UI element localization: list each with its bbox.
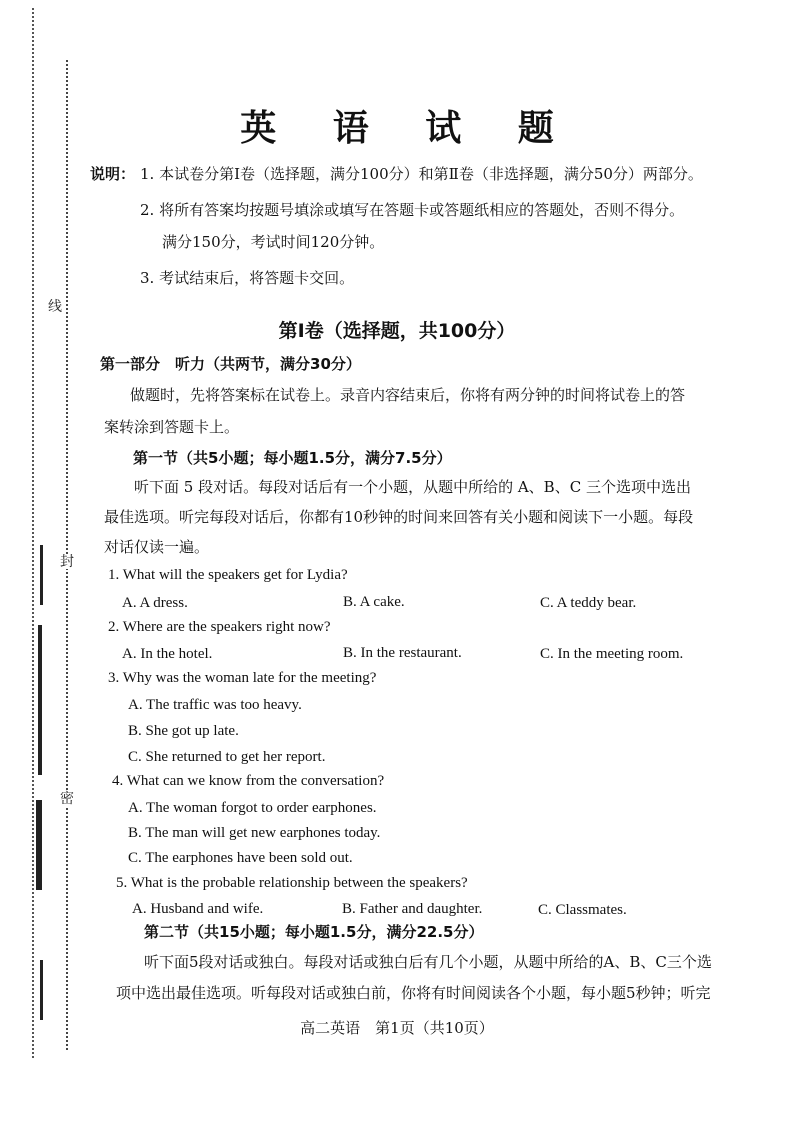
instruction-item-2-cont: 满分150分，考试时间120分钟。: [162, 233, 385, 251]
option-b: B. The man will get new earphones today.: [128, 825, 381, 841]
question-stem: 4. What can we know from the conversation?: [112, 773, 385, 789]
question-stem: 1. What will the speakers get for Lydia?: [108, 567, 348, 583]
margin-scan-mark: [40, 960, 43, 1020]
option-b: B. A cake.: [343, 594, 405, 610]
option-b: B. In the restaurant.: [343, 645, 462, 661]
option-a: A. The woman forgot to order earphones.: [128, 800, 377, 816]
question-stem: 5. What is the probable relationship between the speakers?: [116, 875, 468, 891]
question-stem: 2. Where are the speakers right now?: [108, 619, 331, 635]
instruction-item-2: 2. 将所有答案均按题号填涂或填写在答题卡或答题纸相应的答题处，否则不得分。: [140, 201, 685, 219]
option-a: A. Husband and wife.: [132, 901, 264, 917]
instruction-item-1: 1. 本试卷分第Ⅰ卷（选择题，满分100分）和第Ⅱ卷（非选择题，满分50分）两部分。: [140, 165, 703, 183]
part-1-heading: 第一部分 听力（共两节，满分30分）: [100, 355, 361, 373]
section-1-intro-cont: 对话仅读一遍。: [104, 538, 210, 556]
binding-mark-feng: 封: [60, 554, 74, 570]
option-c: C. Classmates.: [538, 902, 627, 918]
option-c: C. The earphones have been sold out.: [128, 850, 353, 866]
margin-scan-mark: [36, 800, 42, 890]
page-title: 英 语 试 题: [240, 108, 576, 149]
option-a: A. A dress.: [122, 595, 188, 611]
instruction-item-3: 3. 考试结束后，将答题卡交回。: [140, 269, 355, 287]
binding-dotted-line-outer: [32, 8, 34, 1058]
section-1-heading: 第一节（共5小题；每小题1.5分，满分7.5分）: [133, 449, 452, 467]
binding-mark-mi: 密: [60, 791, 74, 807]
section-2-heading: 第二节（共15小题；每小题1.5分，满分22.5分）: [144, 923, 484, 941]
question-stem: 3. Why was the woman late for the meeting?: [108, 670, 377, 686]
margin-scan-mark: [38, 625, 42, 775]
part-1-intro-cont: 案转涂到答题卡上。: [104, 418, 240, 436]
option-c: C. A teddy bear.: [540, 595, 637, 611]
page-footer: 高二英语 第1页（共10页）: [300, 1019, 494, 1037]
margin-scan-mark: [40, 545, 43, 605]
option-c: C. She returned to get her report.: [128, 749, 326, 765]
option-b: B. She got up late.: [128, 723, 239, 739]
section-2-intro: 听下面5段对话或独白。每段对话或独白后有几个小题，从题中所给的A、B、C三个选: [144, 953, 712, 971]
option-b: B. Father and daughter.: [342, 901, 483, 917]
option-c: C. In the meeting room.: [540, 646, 684, 662]
volume-1-heading: 第Ⅰ卷（选择题，共100分）: [278, 320, 516, 342]
instructions-label: 说明：: [90, 165, 136, 183]
option-a: A. In the hotel.: [122, 646, 213, 662]
section-1-intro-cont: 最佳选项。听完每段对话后，你都有10秒钟的时间来回答有关小题和阅读下一小题。每段: [104, 508, 694, 526]
option-a: A. The traffic was too heavy.: [128, 697, 302, 713]
section-1-intro: 听下面 5 段对话。每段对话后有一个小题，从题中所给的 A、B、C 三个选项中选出: [134, 478, 691, 496]
binding-mark-xian: 线: [48, 299, 62, 315]
section-2-intro-cont: 项中选出最佳选项。听每段对话或独白前，你将有时间阅读各个小题，每小题5秒钟；听完: [116, 984, 711, 1002]
part-1-intro: 做题时，先将答案标在试卷上。录音内容结束后，你将有两分钟的时间将试卷上的答: [130, 386, 686, 404]
